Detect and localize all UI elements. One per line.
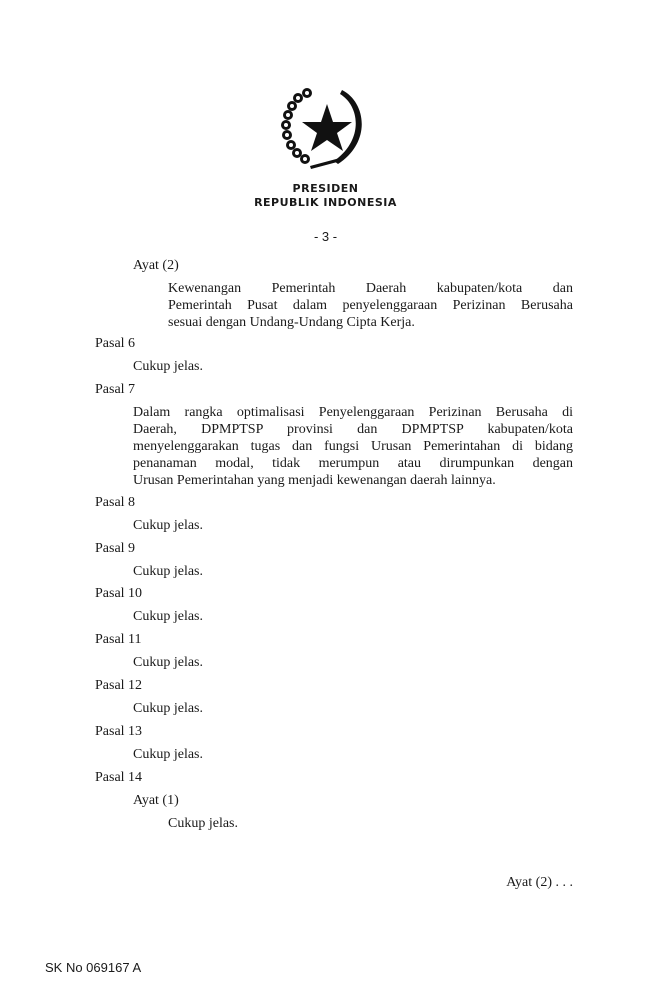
pasal-12-text: Cukup jelas. — [133, 701, 203, 716]
garuda-star-emblem — [280, 84, 370, 174]
pasal-13-heading: Pasal 13 — [95, 724, 143, 739]
header-republik-indonesia: REPUBLIK INDONESIA — [254, 196, 397, 209]
ayat-2-label: Ayat (2) — [133, 258, 179, 273]
pasal-14-heading: Pasal 14 — [95, 770, 143, 785]
ayat-2-line: Kewenangan Pemerintah Daerah kabupaten/kota dan — [168, 281, 573, 296]
pasal-11-text: Cukup jelas. — [133, 655, 203, 670]
page-number: - 3 - — [313, 229, 338, 244]
document-code: SK No 069167 A — [45, 960, 142, 975]
pasal-6-text: Cukup jelas. — [133, 359, 203, 374]
ayat-2-line: sesuai dengan Undang-Undang Cipta Kerja. — [168, 315, 415, 330]
pasal-11-heading: Pasal 11 — [95, 632, 142, 647]
pasal-9-heading: Pasal 9 — [95, 541, 136, 556]
ayat-2-line: Pemerintah Pusat dalam penyelenggaraan Perizinan Berusaha — [168, 298, 573, 313]
continuation-marker: Ayat (2) . . . — [506, 875, 573, 890]
pasal-7-line: menyelenggarakan tugas dan fungsi Urusan Pemerintahan di bidang — [133, 439, 573, 454]
pasal-9-text: Cukup jelas. — [133, 564, 203, 579]
pasal-14-ayat-1-text: Cukup jelas. — [168, 816, 238, 831]
pasal-13-text: Cukup jelas. — [133, 747, 203, 762]
pasal-7-line: penanaman modal, tidak merumpun atau dirumpunkan dengan — [133, 456, 573, 471]
pasal-7-line: Daerah, DPMPTSP provinsi dan DPMPTSP kabupaten/kota — [133, 422, 573, 437]
pasal-8-text: Cukup jelas. — [133, 518, 203, 533]
pasal-6-heading: Pasal 6 — [95, 336, 136, 351]
pasal-14-ayat-1-label: Ayat (1) — [133, 793, 179, 808]
pasal-7-line: Dalam rangka optimalisasi Penyelenggaraan Perizinan Berusaha di — [133, 405, 573, 420]
pasal-10-heading: Pasal 10 — [95, 586, 143, 601]
pasal-8-heading: Pasal 8 — [95, 495, 136, 510]
pasal-10-text: Cukup jelas. — [133, 609, 203, 624]
pasal-7-line: Urusan Pemerintahan yang menjadi kewenangan daerah lainnya. — [133, 473, 496, 488]
pasal-7-heading: Pasal 7 — [95, 382, 136, 397]
pasal-12-heading: Pasal 12 — [95, 678, 143, 693]
header-presiden: PRESIDEN — [292, 182, 359, 195]
